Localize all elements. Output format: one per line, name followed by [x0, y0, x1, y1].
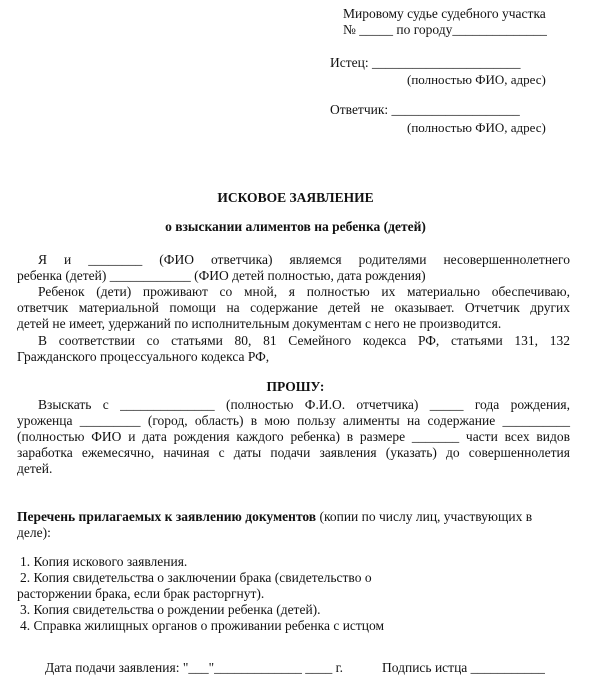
paragraph-3-line-1: В соответствии со статьями 80, 81 Семейного кодекса РФ, статьями 131, 132 — [38, 333, 570, 348]
attachment-item: расторжении брака, если брак расторгнут). — [17, 586, 265, 601]
request-line-2: уроженца _________ (город, область) в мою пользу алименты на содержание __________ — [17, 413, 570, 428]
request-line-4: заработка ежемесячно, начиная с даты подачи заявления (указать) до совершеннолетия — [17, 445, 570, 460]
addressee-line-2: № _____ по городу______________ — [343, 22, 547, 37]
paragraph-3-line-2: Гражданского процессуального кодекса РФ, — [17, 349, 270, 364]
document-subtitle: о взыскании алиментов на ребенка (детей) — [165, 219, 426, 234]
paragraph-1-line-1: Я и ________ (ФИО ответчика) являемся родителями несовершеннолетнего — [38, 252, 570, 267]
attachment-item: 4. Справка жилищных органов о проживании ребенка с истцом — [20, 618, 385, 633]
attachment-item: 3. Копия свидетельства о рождении ребенка (детей). — [20, 602, 321, 617]
filing-date: Дата подачи заявления: "___"_____________ ____ г. — [45, 660, 343, 675]
request-line-1: Взыскать с ______________ (полностью Ф.И.О. отчетчика) _____ года рождения, — [38, 397, 570, 412]
attachment-item: 2. Копия свидетельства о заключении брака (свидетельство о — [20, 570, 372, 585]
attachment-item: 1. Копия искового заявления. — [20, 554, 188, 569]
paragraph-2-line-3: детей не имеет, удержаний по исполнительным документам с него не производится. — [17, 316, 502, 331]
request-heading: ПРОШУ: — [266, 379, 325, 394]
request-line-3: (полностью ФИО и дата рождения каждого ребенка) в размере _______ части всех видов — [17, 429, 570, 444]
attachments-heading-bold: Перечень прилагаемых к заявлению документов — [17, 509, 317, 524]
paragraph-2-line-2: ответчик материальной помощи на содержание детей не оказывает. Отчетчик других — [17, 300, 570, 315]
paragraph-1-line-2: ребенка (детей) ____________ (ФИО детей полностью, дата рождения) — [17, 268, 426, 283]
plaintiff-signature: Подпись истца ___________ — [382, 660, 545, 675]
request-line-5: детей. — [17, 461, 53, 476]
attachments-heading — [17, 509, 532, 525]
paragraph-2-line-1: Ребенок (дети) проживают со мной, я полностью их материально обеспечиваю, — [38, 284, 570, 299]
addressee-line-1: Мировому судье судебного участка — [343, 6, 546, 21]
attachments-heading-line-2: деле): — [17, 525, 51, 540]
defendant-line: Ответчик: ___________________ — [330, 102, 520, 117]
attachments-heading-rest: (копии по числу лиц, участвующих в — [316, 509, 533, 524]
plaintiff-hint: (полностью ФИО, адрес) — [407, 72, 546, 87]
defendant-hint: (полностью ФИО, адрес) — [407, 120, 546, 135]
plaintiff-line: Истец: ______________________ — [330, 55, 521, 70]
document-title: ИСКОВОЕ ЗАЯВЛЕНИЕ — [217, 190, 374, 205]
